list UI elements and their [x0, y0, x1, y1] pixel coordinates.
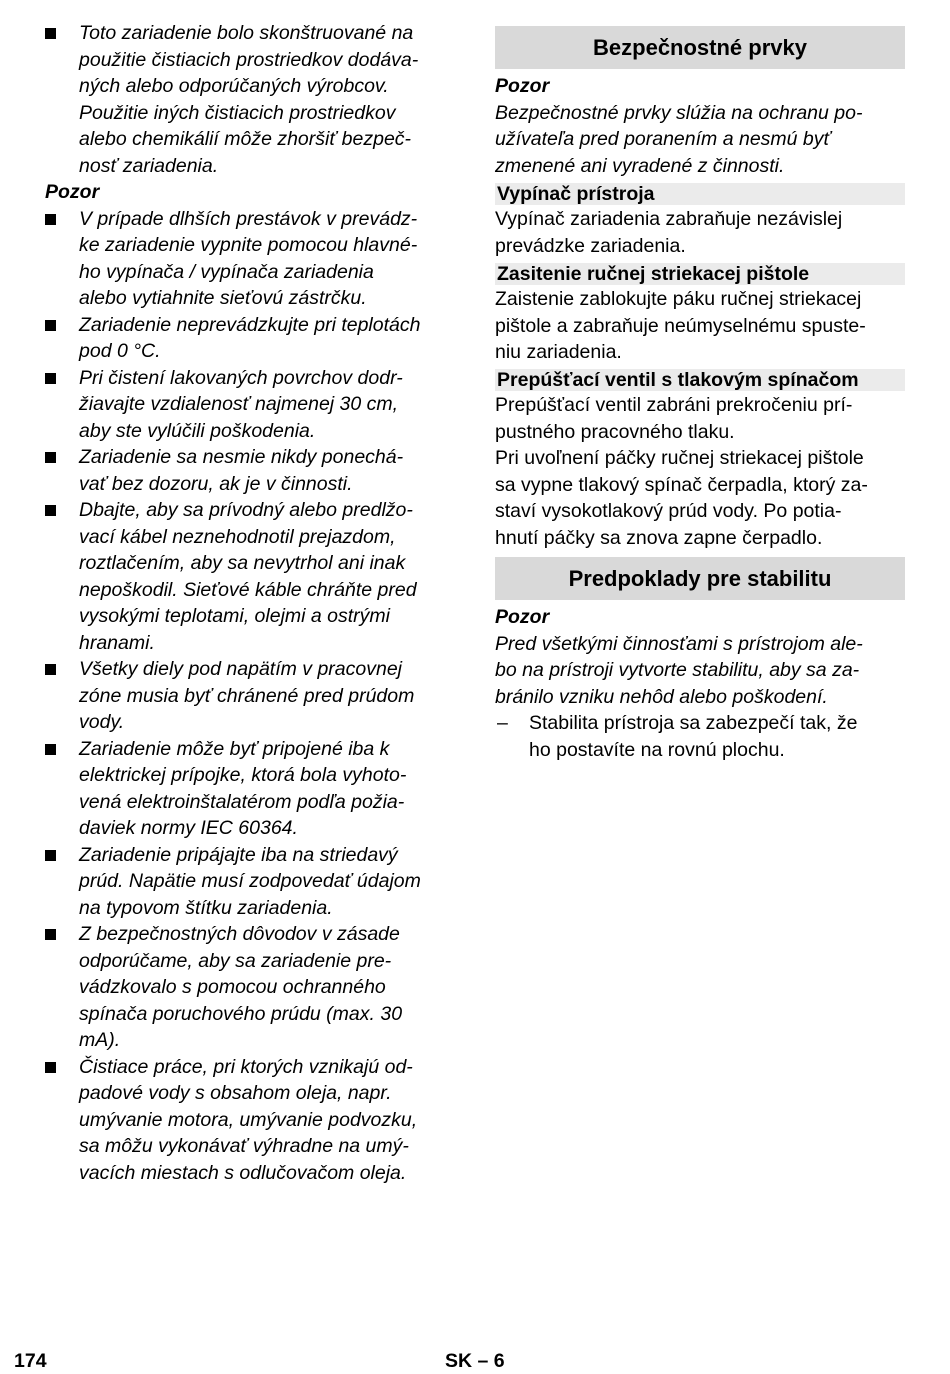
subheading-overflow-valve: Prepúšťací ventil s tlakovým spínačom: [495, 369, 905, 391]
bullet-text-line: vací kábel neznehodnotil prejazdom,: [79, 525, 396, 548]
bullet-text-line: Čistiace práce, pri ktorých vznikajú od-: [79, 1055, 413, 1078]
bullet-marker: [45, 320, 56, 331]
bullet-text-line: Toto zariadenie bolo skonštruované na: [79, 22, 414, 44]
body-text-line: staví vysokotlakový prúd vody. Po potia-: [495, 500, 842, 522]
bullet-text-line: vená elektroinštalatérom podľa požia-: [79, 790, 405, 813]
pozor-text-line: bránilo vzniku nehôd alebo poškodení.: [495, 685, 828, 708]
bullet-text-line: odporúčame, aby sa zariadenie pre-: [79, 949, 392, 972]
bullet-marker: [45, 452, 56, 463]
bullet-marker: [45, 1062, 56, 1073]
pozor-text-line: zmenené ani vyradené z činnosti.: [495, 154, 785, 177]
bullet-marker: [45, 850, 56, 861]
bullet-text-line: roztlačením, aby sa nevytrhol ani inak: [79, 552, 406, 574]
bullet-text-line: ných alebo odporúčaných výrobcov.: [79, 75, 389, 97]
pozor-text-line: Bezpečnostné prvky slúžia na ochranu po-: [495, 101, 863, 124]
bullet-text-line: elektrickej prípojke, ktorá bola vyhoto-: [79, 764, 407, 786]
pozor-text-line: bo na prístroji vytvorte stabilitu, aby sa za-: [495, 659, 860, 681]
bullet-text-line: mA).: [79, 1029, 121, 1051]
bullet-text-line: V prípade dlhších prestávok v prevádz-: [79, 207, 418, 230]
section-label: SK – 6: [445, 1350, 505, 1372]
bullet-text-line: alebo vytiahnite sieťovú zástrčku.: [79, 287, 367, 309]
page-number: 174: [14, 1350, 47, 1372]
bullet-text-line: daviek normy IEC 60364.: [79, 817, 298, 839]
pozor-label: Pozor: [495, 606, 550, 628]
dash-item-line: ho postavíte na rovnú plochu.: [529, 738, 785, 761]
pozor-label: Pozor: [45, 181, 100, 203]
bullet-marker: [45, 28, 56, 39]
body-text-line: niu zariadenia.: [495, 341, 622, 363]
pozor-text-line: užívateľa pred poranením a nesmú byť: [495, 128, 831, 150]
bullet-text-line: umývanie motora, umývanie podvozku,: [79, 1108, 418, 1131]
bullet-text-line: Pri čistení lakovaných povrchov dodr-: [79, 366, 403, 389]
body-text-line: Vypínač zariadenia zabraňuje nezávislej: [495, 208, 843, 230]
bullet-marker: [45, 929, 56, 940]
bullet-marker: [45, 744, 56, 755]
bullet-text-line: nosť zariadenia.: [79, 154, 219, 177]
bullet-text-line: na typovom štítku zariadenia.: [79, 896, 333, 919]
pozor-text-line: Pred všetkými činnosťami s prístrojom ale-: [495, 632, 863, 655]
bullet-marker: [45, 664, 56, 675]
bullet-marker: [45, 505, 56, 516]
bullet-text-line: vádzkovalo s pomocou ochranného: [79, 976, 386, 998]
bullet-text-line: ke zariadenie vypnite pomocou hlavné-: [79, 234, 418, 256]
bullet-text-line: Dbajte, aby sa prívodný alebo predlžo-: [79, 499, 413, 521]
bullet-marker: [45, 214, 56, 225]
bullet-text-line: vať bez dozoru, ak je v činnosti.: [79, 472, 353, 495]
bullet-text-line: Zariadenie neprevádzkujte pri teplotách: [79, 313, 421, 336]
body-text-line: pištole a zabraňuje neúmyselnému spuste-: [495, 314, 866, 337]
bullet-text-line: použitie čistiacich prostriedkov dodáva-: [79, 48, 419, 71]
body-text-line: pustného pracovného tlaku.: [495, 420, 735, 443]
body-text-line: prevádzke zariadenia.: [495, 234, 686, 257]
section-title-safety: Bezpečnostné prvky: [495, 26, 905, 69]
body-text-line: Pri uvoľnení páčky ručnej striekacej pištole: [495, 447, 864, 469]
bullet-text-line: Zariadenie pripájajte iba na striedavý: [79, 843, 398, 866]
bullet-text-line: žiavajte vzdialenosť najmenej 30 cm,: [79, 393, 399, 415]
bullet-text-line: sa môžu vykonávať výhradne na umý-: [79, 1135, 409, 1157]
body-text-line: hnutí páčky sa znova zapne čerpadlo.: [495, 526, 823, 549]
bullet-text-line: vody.: [79, 711, 125, 733]
bullet-text-line: pod 0 °C.: [79, 340, 161, 362]
bullet-text-line: Zariadenie sa nesmie nikdy ponechá-: [79, 446, 404, 468]
bullet-text-line: Použitie iných čistiacich prostriedkov: [79, 101, 396, 124]
bullet-text-line: nepoškodil. Sieťové káble chráňte pred: [79, 578, 417, 601]
subheading-device-switch: Vypínač prístroja: [495, 183, 905, 205]
section-title-stability: Predpoklady pre stabilitu: [495, 557, 905, 600]
bullet-text-line: alebo chemikálií môže zhoršiť bezpeč-: [79, 128, 412, 150]
bullet-text-line: zóne musia byť chránené pred prúdom: [79, 684, 415, 707]
subheading-gun-lock: Zasitenie ručnej striekacej pištole: [495, 263, 905, 285]
bullet-text-line: aby ste vylúčili poškodenia.: [79, 419, 316, 442]
bullet-text-line: Z bezpečnostných dôvodov v zásade: [79, 923, 400, 945]
bullet-text-line: ho vypínača / vypínača zariadenia: [79, 260, 374, 283]
bullet-text-line: Všetky diely pod napätím v pracovnej: [79, 658, 403, 680]
bullet-text-line: spínača poruchového prúdu (max. 30: [79, 1002, 403, 1025]
dash-item-line: Stabilita prístroja sa zabezpečí tak, že: [529, 712, 858, 734]
bullet-text-line: vysokými teplotami, olejmi a ostrými: [79, 605, 390, 627]
body-text-line: sa vypne tlakový spínač čerpadla, ktorý za-: [495, 473, 868, 496]
bullet-text-line: prúd. Napätie musí zodpovedať údajom: [79, 870, 421, 892]
bullet-text-line: padové vody s obsahom oleja, napr.: [79, 1082, 392, 1104]
bullet-text-line: Zariadenie môže byť pripojené iba k: [79, 737, 390, 760]
bullet-text-line: vacích miestach s odlučovačom oleja.: [79, 1161, 407, 1184]
dash-marker: –: [497, 712, 508, 734]
body-text-line: Zaistenie zablokujte páku ručnej striekacej: [495, 288, 862, 310]
bullet-text-line: hranami.: [79, 631, 155, 654]
pozor-label: Pozor: [495, 75, 550, 97]
bullet-marker: [45, 373, 56, 384]
body-text-line: Prepúšťací ventil zabráni prekročeniu prí-: [495, 394, 853, 416]
